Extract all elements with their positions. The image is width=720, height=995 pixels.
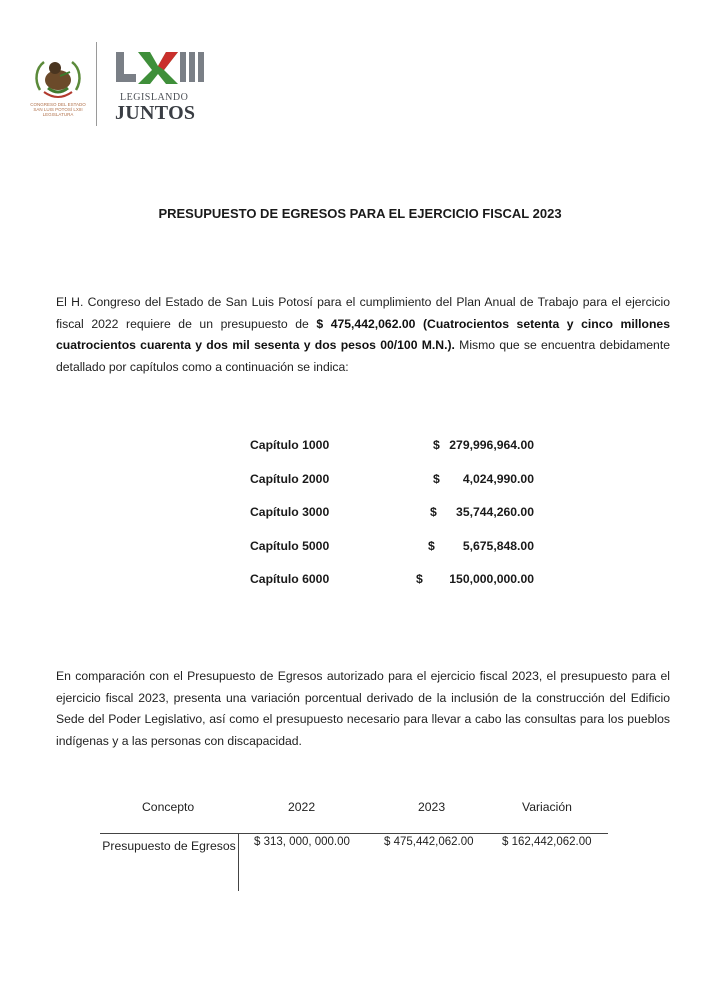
table-header-concepto: Concepto: [142, 800, 195, 814]
comparison-paragraph: En comparación con el Presupuesto de Egresos autorizado para el ejercicio fiscal 2023, el presupuesto para el ejercicio fiscal 2023, presenta una variación porcentual derivado de la inclusión de la construcción del Edificio Sede del Poder Legislativo, así como el presupuesto necesario para llevar a cabo las consultas para los pueblos indígenas y a las personas con discapacidad.: [56, 669, 670, 748]
chapter-amount: 35,744,260.00: [456, 505, 534, 519]
chapter-currency: $: [416, 572, 423, 586]
chapter-amount: 279,996,964.00: [449, 438, 534, 452]
chapter-amount: 5,675,848.00: [462, 538, 534, 553]
chapter-label: Capítulo 1000: [250, 438, 330, 452]
chapter-currency: $: [433, 471, 440, 486]
budget-intro-paragraph: [56, 292, 670, 378]
table-column-separator: [238, 833, 239, 891]
seal-caption: CONGRESO DEL ESTADO SAN LUIS POTOSÍ LXIII LEGISLATURA: [30, 102, 86, 117]
table-cell-concept: Presupuesto de Egresos: [102, 839, 236, 853]
chapter-label: Capítulo 6000: [250, 572, 330, 586]
logo-divider: [96, 42, 97, 126]
document-title: PRESUPUESTO DE EGRESOS PARA EL EJERCICIO FISCAL 2023: [158, 206, 562, 221]
table-cell-2023: $ 475,442,062.00: [384, 836, 474, 848]
table-header-2022: 2022: [288, 800, 316, 814]
chapter-label: Capítulo 2000: [250, 471, 330, 486]
chapter-currency: $: [430, 505, 437, 519]
chapter-amount: 150,000,000.00: [449, 572, 534, 586]
logo-line-juntos: JUNTOS: [115, 102, 196, 124]
chapter-currency: $: [428, 538, 435, 553]
logo-line-legislando: LEGISLANDO: [120, 92, 189, 103]
chapter-label: Capítulo 3000: [250, 505, 330, 519]
table-cell-2022: $ 313, 000, 000.00: [254, 836, 350, 848]
table-header-variacion: Variación: [522, 800, 572, 814]
chapter-label: Capítulo 5000: [250, 538, 330, 553]
table-cell-variation: $ 162,442,062.00: [502, 836, 592, 848]
intro-text-part2: Mismo que se encuentra debidamente detallado por capítulos como a continuación se indica:: [56, 338, 670, 374]
letterhead: [26, 40, 226, 130]
lxiii-logo: [114, 48, 210, 93]
table-header-rule: [100, 833, 608, 834]
table-header-2023: 2023: [418, 800, 446, 814]
chapter-amount: 4,024,990.00: [462, 471, 534, 486]
chapter-currency: $: [433, 438, 440, 452]
intro-total-amount: $ 475,442,062.00 (Cuatrocientos setenta y cinco millones cuatrocientos cuarenta y dos mil sesenta y dos pesos 00/100 M.N.).: [56, 316, 670, 352]
intro-text-part1: El H. Congreso del Estado de San Luis Potosí para el cumplimiento del Plan Anual de Trabajo para el ejercicio fiscal 2022 requiere de un presupuesto de: [56, 295, 670, 331]
